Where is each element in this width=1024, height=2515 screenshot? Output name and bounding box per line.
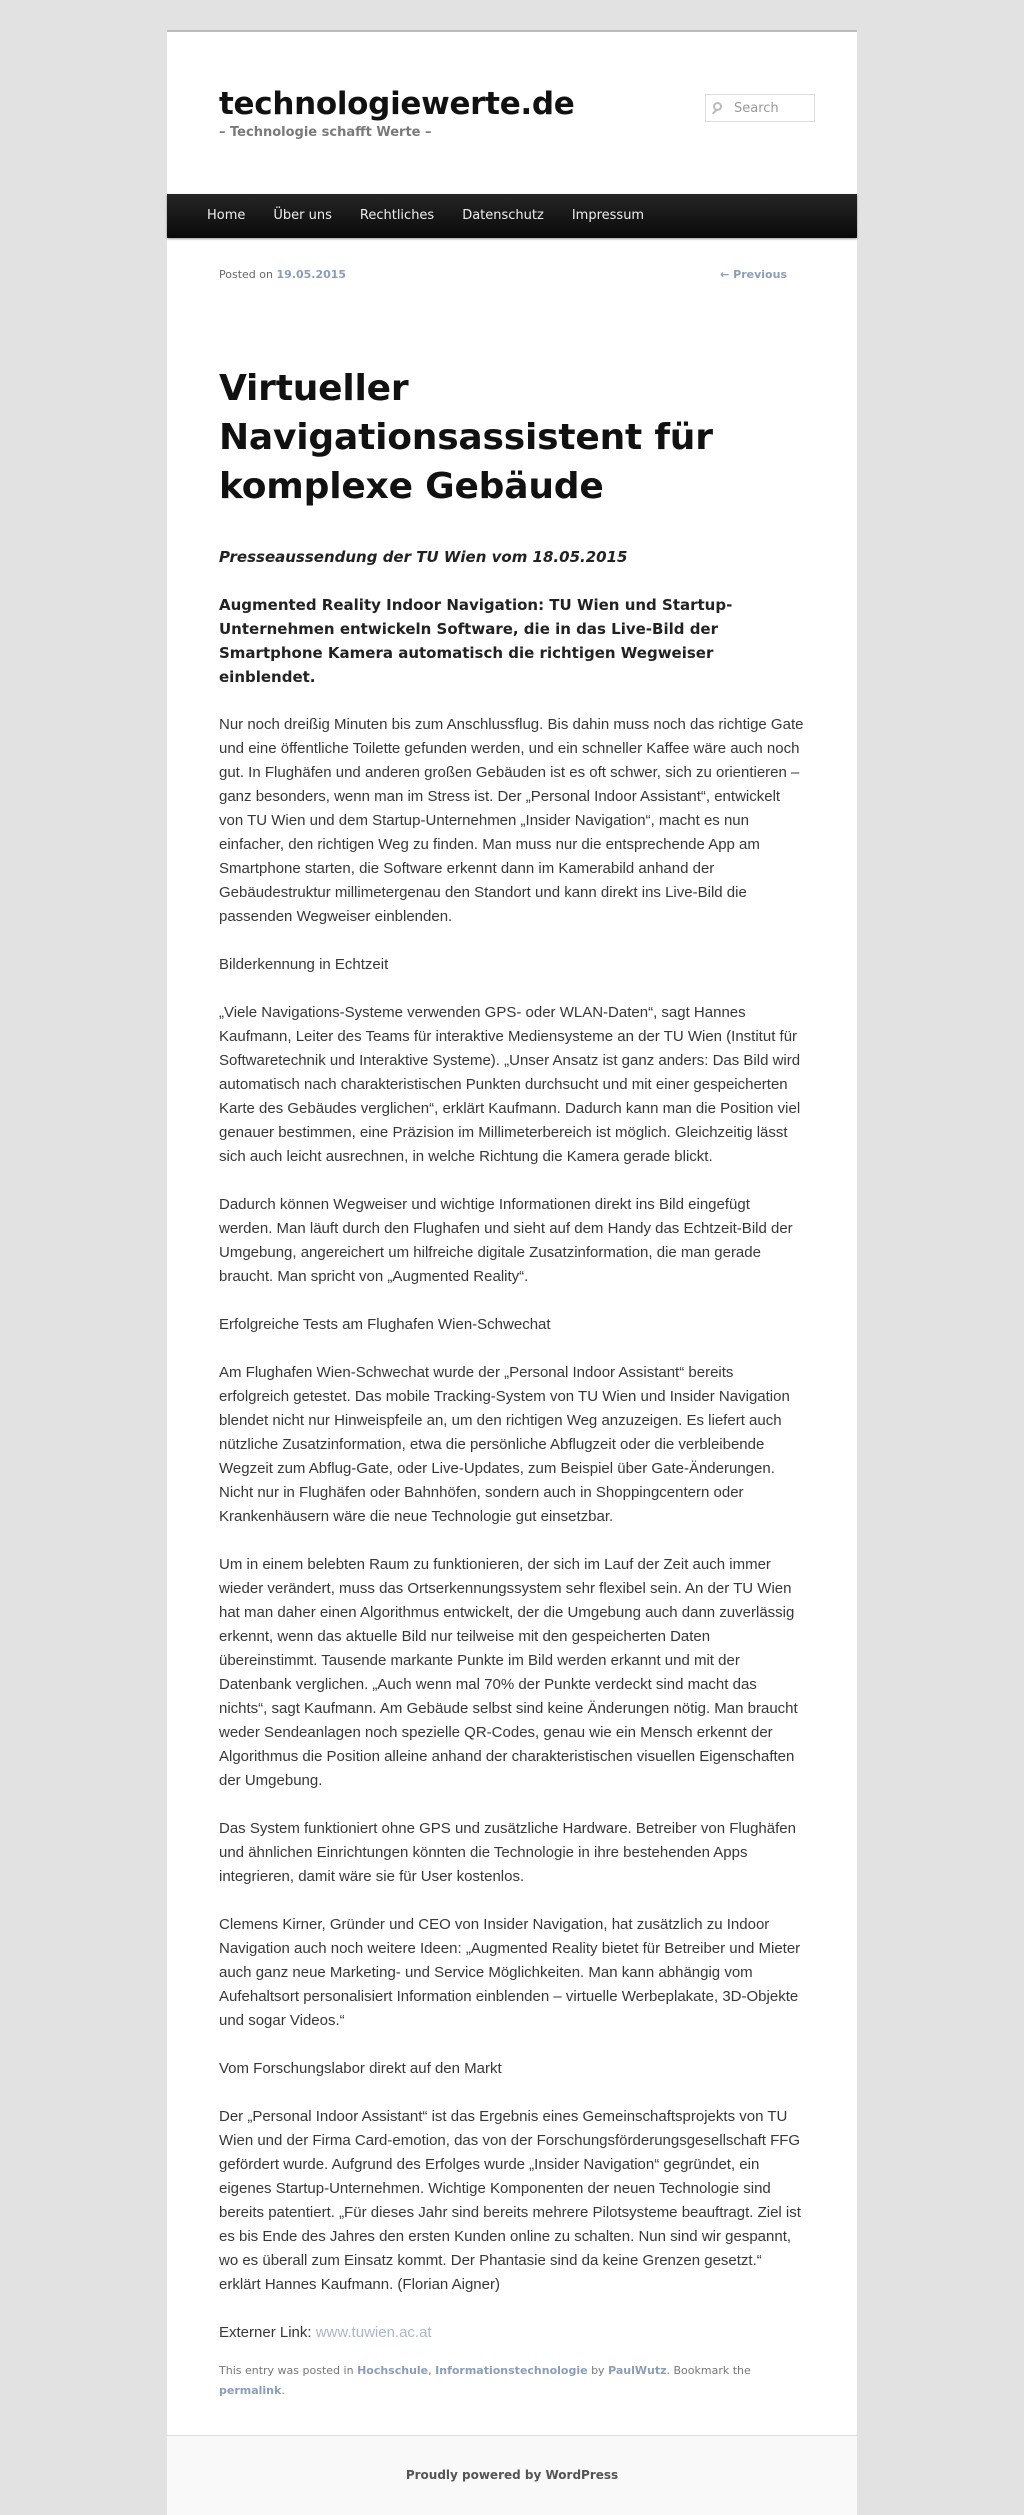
- site-header: [167, 32, 857, 194]
- paragraph: Clemens Kirner, Gründer und CEO von Insider Navigation, hat zusätzlich zu Indoor Navigation auch noch weitere Ideen: „Augmented Reality bietet für Betreiber und Mieter auch ganz neue Marketing- und Service Möglichkeiten. Man kann abhängig vom Aufehaltsort personalisiert Information einblenden – virtuelle Werbeplakate, 3D-Objekte und sogar Videos.“: [219, 1916, 801, 2029]
- post-date-link[interactable]: 19.05.2015: [276, 268, 347, 281]
- paragraph: Dadurch können Wegweiser und wichtige Informationen direkt ins Bild eingefügt werden. Man läuft durch den Flughafen und sieht auf dem Handy das Echtzeit-Bild der Umgebung, angereichert um hilfreiche digitale Zusatzinformation, die man gerade braucht. Man spricht von „Augmented Reality“.: [219, 1196, 793, 1285]
- site-title[interactable]: technologiewerte.de: [219, 86, 575, 122]
- subheading: Erfolgreiche Tests am Flughafen Wien-Schwechat: [219, 1316, 551, 1333]
- press-release-line: Presseaussendung der TU Wien vom 18.05.2015: [219, 548, 628, 566]
- footer-by: by: [591, 2364, 605, 2377]
- subheading: Bilderkennung in Echtzeit: [219, 956, 389, 973]
- footer-separator: ,: [428, 2364, 432, 2377]
- paragraph: Nur noch dreißig Minuten bis zum Anschlussflug. Bis dahin muss noch das richtige Gate und eine öffentliche Toilette gefunden werden, und ein schneller Kaffee wäre auch noch gut. In Flughäfen und anderen großen Gebäuden ist es oft schwer, sich zu orientieren – ganz besonders, wenn man im Stress ist. Der „Personal Indoor Assistant“, entwickelt von TU Wien und dem Startup-Unternehmen „Insider Navigation“, macht es nun einfacher, den richtigen Weg zu finden. Man muss nur die entsprechende App am Smartphone starten, die Software erkennt dann im Kamerabild anhand der Gebäudestruktur millimetergenau den Standort und kann direkt ins Live-Bild die passenden Wegweiser einblenden.: [219, 716, 804, 925]
- post-meta-bar: [219, 238, 805, 310]
- main-content: [167, 238, 857, 2435]
- search-form[interactable]: [705, 94, 815, 122]
- entry-meta: [219, 268, 346, 281]
- footer-prefix: This entry was posted in: [219, 2364, 354, 2377]
- site-description: – Technologie schafft Werte –: [219, 125, 432, 140]
- page: [167, 30, 857, 2515]
- posted-on-label: Posted on: [219, 268, 273, 281]
- paragraph: Der „Personal Indoor Assistant“ ist das Ergebnis eines Gemeinschaftsprojekts von TU Wien und der Firma Card-emotion, das von der Forschungsförderungsgesellschaft FFG gefördert wurde. Aufgrund des Erfolges wurde „Insider Navigation“ gegründet, ein eigenes Startup-Unternehmen. Wichtige Komponenten der neuen Technologie sind bereits patentiert. „Für dieses Jahr sind bereits mehrere Pilotsysteme beauftragt. Ziel ist es bis Ende des Jahres den ersten Kunden online zu schalten. Nun sind wir gespannt, wo es überall zum Einsatz kommt. Der Phantasie sind da keine Grenzen gesetzt.“ erklärt Hannes Kaufmann. (Florian Aigner): [219, 2108, 801, 2293]
- nav-item-rechtliches[interactable]: Rechtliches: [359, 208, 435, 223]
- post-content: [219, 545, 804, 2345]
- previous-post-link[interactable]: ← Previous: [720, 268, 787, 281]
- footer-end: .: [281, 2384, 285, 2397]
- external-link-line: [219, 2321, 804, 2345]
- lead-paragraph: Augmented Reality Indoor Navigation: TU Wien und Startup-Unternehmen entwickeln Software, die in das Live-Bild der Smartphone Kamera automatisch die richtigen Wegweiser einblendet.: [219, 596, 733, 686]
- nav-item-datenschutz[interactable]: Datenschutz: [462, 208, 544, 223]
- nav-item-impressum[interactable]: Impressum: [571, 208, 645, 223]
- entry-footer: [219, 2361, 805, 2435]
- site-footer: [167, 2435, 857, 2515]
- paragraph: Am Flughafen Wien-Schwechat wurde der „Personal Indoor Assistant“ bereits erfolgreich getestet. Das mobile Tracking-System von TU Wien und Insider Navigation blendet nicht nur Hinweispfeile an, um den richtigen Weg anzuzeigen. Es liefert auch nützliche Zusatzinformation, etwa die persönliche Abflugzeit oder die verbleibende Wegzeit zum Abflug-Gate, oder Live-Updates, zum Beispiel über Gate-Änderungen. Nicht nur in Flughäfen oder Bahnhöfen, sondern auch in Shoppingcentern oder Krankenhäusern wäre die neue Technologie gut einsetzbar.: [219, 1364, 790, 1525]
- external-link[interactable]: www.tuwien.ac.at: [315, 2324, 432, 2341]
- nav-item-home[interactable]: Home: [207, 208, 246, 223]
- search-input[interactable]: [734, 99, 810, 117]
- subheading: Vom Forschungslabor direkt auf den Markt: [219, 2060, 502, 2077]
- site-generator: [167, 2436, 857, 2482]
- main-navigation: [167, 194, 857, 238]
- post-title: Virtueller Navigationsassistent für komplexe Gebäude: [219, 368, 713, 507]
- nav-previous: [720, 268, 787, 281]
- wordpress-link[interactable]: Proudly powered by WordPress: [405, 2468, 619, 2482]
- external-link-label: Externer Link:: [219, 2324, 312, 2341]
- nav-item-ueber-uns[interactable]: Über uns: [273, 208, 332, 223]
- category-link-hochschule[interactable]: Hochschule: [357, 2364, 429, 2377]
- permalink-link[interactable]: permalink: [219, 2384, 282, 2397]
- author-link[interactable]: PaulWutz: [608, 2364, 667, 2377]
- footer-bookmark: . Bookmark the: [666, 2364, 751, 2377]
- paragraph: Das System funktioniert ohne GPS und zusätzliche Hardware. Betreiber von Flughäfen und ähnlichen Einrichtungen könnten die Technologie in ihre bestehenden Apps integrieren, damit wäre sie für User kostenlos.: [219, 1820, 796, 1885]
- category-link-informationstechnologie[interactable]: Informationstechnologie: [435, 2364, 588, 2377]
- paragraph: „Viele Navigations-Systeme verwenden GPS- oder WLAN-Daten“, sagt Hannes Kaufmann, Leiter des Teams für interaktive Mediensysteme an der TU Wien (Institut für Softwaretechnik und Interaktive Systeme). „Unser Ansatz ist ganz anders: Das Bild wird automatisch nach charakteristischen Punkten durchsucht und mit einer gespeicherten Karte des Gebäudes verglichen“, erklärt Kaufmann. Dadurch kann man die Position viel genauer bestimmen, eine Präzision im Millimeterbereich ist möglich. Gleichzeitig lässt sich auch leicht ausrechnen, in welche Richtung die Kamera gerade blickt.: [219, 1004, 801, 1165]
- paragraph: Um in einem belebten Raum zu funktionieren, der sich im Lauf der Zeit auch immer wieder verändert, muss das Ortserkennungssystem sehr flexibel sein. An der TU Wien hat man daher einen Algorithmus entwickelt, der die Umgebung auch dann zuverlässig erkennt, wenn das aktuelle Bild nur teilweise mit den gespeicherten Daten übereinstimmt. Tausende markante Punkte im Bild werden erkannt und mit der Datenbank verglichen. „Auch wenn mal 70% der Punkte verdeckt sind macht das nichts“, sagt Kaufmann. Am Gebäude selbst sind keine Änderungen nötig. Man braucht weder Sendeanlagen noch spezielle QR-Codes, genau wie ein Mensch erkennt der Algorithmus die Position alleine anhand der charakteristischen visuellen Eigenschaften der Umgebung.: [219, 1556, 798, 1789]
- search-icon: [713, 102, 722, 111]
